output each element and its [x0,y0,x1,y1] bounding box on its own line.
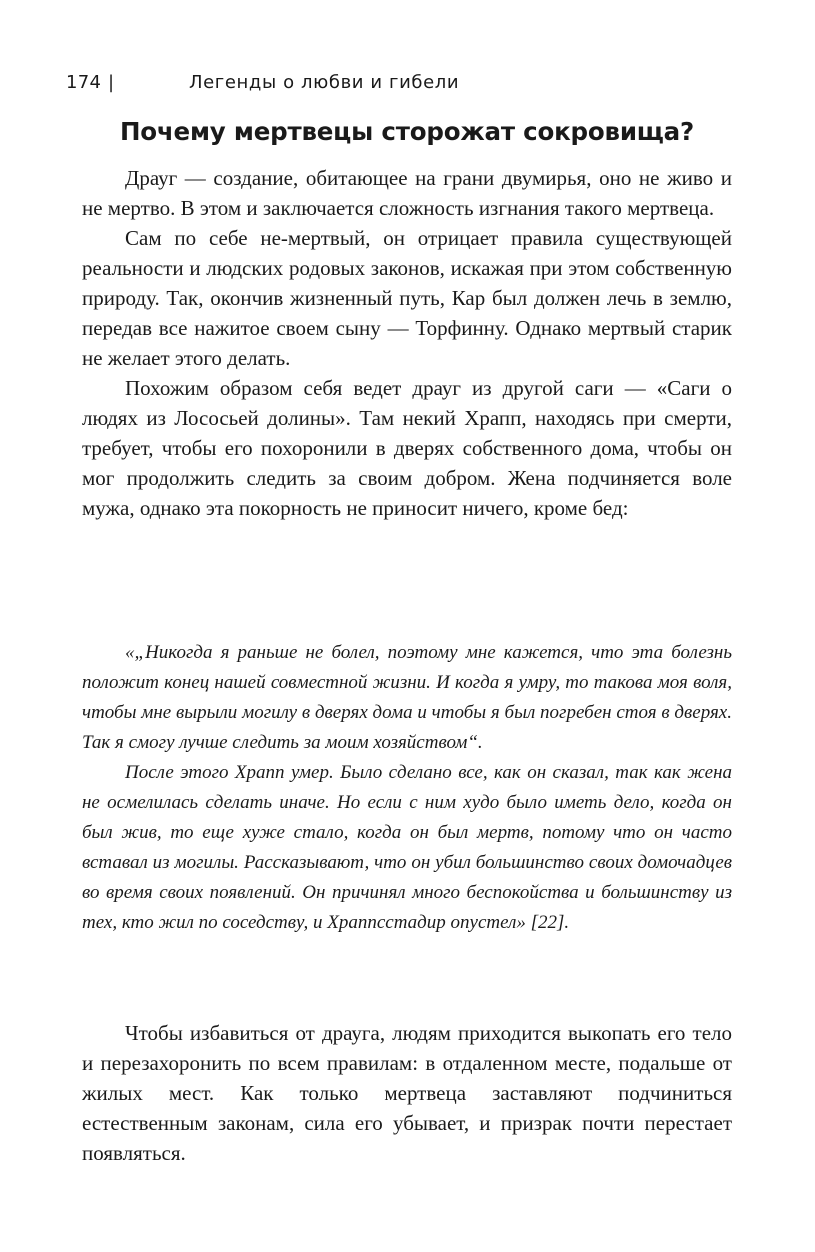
chapter-title: Почему мертвецы сторожат сокровища? [119,117,695,146]
closing-text [82,1018,732,1168]
main-text [82,163,732,523]
running-title: Легенды о любви и гибели [189,72,460,93]
paragraph: Сам по себе не-мертвый, он отрицает правила существующей реальности и людских родовых законов, искажая при этом собственную природу. Так, окончив жизненный путь, Кар был должен лечь в землю, передав все нажитое своем сыну — Торфинну. Однако мертвый старик не желает этого делать. [82,226,732,370]
page-number: 174 [66,72,102,93]
paragraph: Чтобы избавиться от драуга, людям приходится выкопать его тело и перезахоронить по всем правилам: в отдаленном месте, подальше от жилых мест. Как только мертвеца заставляют подчиниться естественным законам, сила его убывает, и призрак почти перестает появляться. [82,1021,732,1165]
header-separator: | [108,72,115,93]
paragraph: Похожим образом себя ведет драуг из другой саги — «Саги о людях из Лососьей долины». Там некий Храпп, находясь при смерти, требует, чтобы его похоронили в дверях собственного дома, чтобы он мог продолжить следить за своим добром. Жена подчиняется воле мужа, однако эта покорность не приносит ничего, кроме бед: [82,376,732,520]
saga-quote [82,638,732,938]
quote-paragraph: После этого Храпп умер. Было сделано все, как он сказал, так как жена не осмелилась сделать иначе. Но если с ним худо было иметь дело, когда он был жив, то еще хуже стало, когда он был мертв, потому что он часто вставал из могилы. Рассказывают, что он убил большинство своих домочадцев во время своих появлений. Он причинял много беспокойства и большинству из тех, кто жил по соседству, и Храппсстадир опустел» [22]. [82,762,732,933]
quote-paragraph: «„Никогда я раньше не болел, поэтому мне кажется, что эта болезнь положит конец нашей совместной жизни. И когда я умру, то такова моя воля, чтобы мне вырыли могилу в дверях дома и чтобы я был погребен стоя в дверях. Так я смогу лучше следить за моим хозяйством“. [82,642,732,753]
paragraph: Драуг — создание, обитающее на грани двумирья, оно не живо и не мертво. В этом и заключается сложность изгнания такого мертвеца. [82,166,732,220]
